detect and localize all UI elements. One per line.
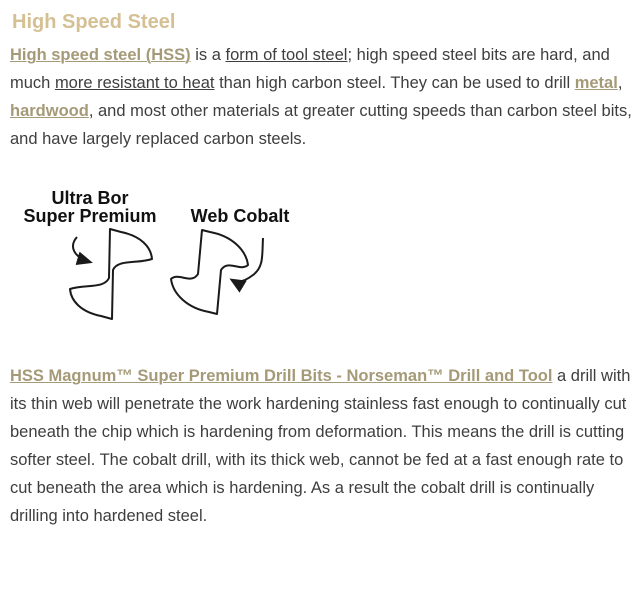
figure-label-web-cobalt: Web Cobalt bbox=[190, 206, 290, 226]
norseman-paragraph bbox=[10, 362, 633, 530]
paragraph-text: ; high speed steel bits are hard, and much bbox=[10, 46, 610, 92]
paragraph-text: , and most other materials at greater cutting speeds than carbon steel bits, and have largely replaced carbon steels. bbox=[10, 102, 632, 148]
link-form-of-tool-steel[interactable]: form of tool steel bbox=[225, 46, 348, 64]
article-content bbox=[0, 10, 643, 530]
link-high-speed-steel[interactable]: High speed steel (HSS) bbox=[10, 46, 191, 64]
figure-label-super-premium: Super Premium bbox=[23, 206, 157, 226]
link-hardwood[interactable]: hardwood bbox=[10, 102, 89, 120]
link-hss-magnum-norseman[interactable]: HSS Magnum™ Super Premium Drill Bits - Norseman™ Drill and Tool bbox=[10, 367, 553, 385]
figure-label-ultra-bor: Ultra Bor bbox=[51, 188, 129, 208]
paragraph-text: is a bbox=[190, 46, 226, 64]
thick-web-drill-cross-section-icon bbox=[171, 230, 248, 314]
intro-paragraph bbox=[10, 41, 633, 153]
paragraph-text: a drill with its thin web will penetrate the work hardening stainless fast enough to continually cut beneath the chip which is hardening from deformation. This means the drill is cutting softer steel. The cobalt drill, with its thick web, cannot be fed at a fast enough rate to cut beneath the area which is hardening. As a result the cobalt drill is continually drilling into hardened steel. bbox=[10, 367, 631, 525]
paragraph-text: , bbox=[617, 74, 623, 92]
link-more-resistant-to-heat[interactable]: more resistant to heat bbox=[54, 74, 215, 92]
thin-web-pointer-arrow-icon bbox=[73, 237, 90, 262]
drill-web-comparison-figure bbox=[10, 183, 310, 345]
page-title: High Speed Steel bbox=[12, 11, 176, 33]
link-metal[interactable]: metal bbox=[574, 74, 618, 92]
thin-web-drill-cross-section-icon bbox=[70, 229, 152, 319]
paragraph-text: than high carbon steel. They can be used to drill bbox=[214, 74, 575, 92]
